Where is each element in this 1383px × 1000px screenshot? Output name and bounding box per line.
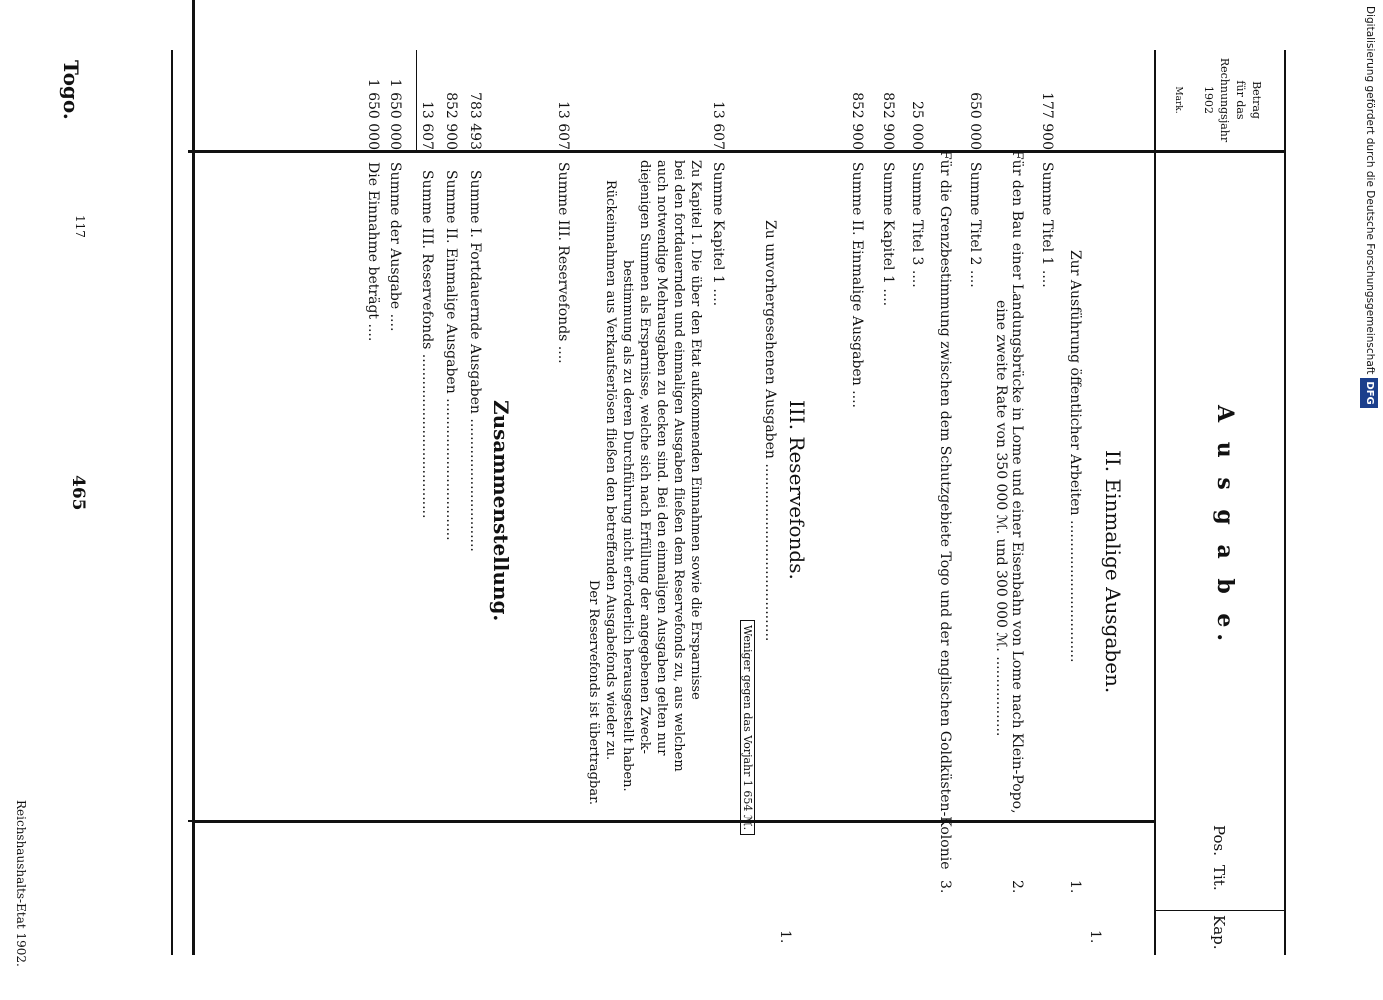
row3-amount: 25 000 [909,101,925,150]
summary-heading: Zusammenstellung. [489,400,513,622]
summary-row-label: Summe III. Reservefonds ..................................... [419,170,435,519]
summary-row-amount: 783 493 [467,92,483,150]
section3-total-label: Summe III. Reservefonds .... [555,162,571,364]
section2-total-label: Summe II. Einmalige Ausgaben .... [849,162,865,408]
header-amount-l1: Betrag [1250,81,1263,119]
row2-text-l1: Für den Bau einer Landungsbrücke in Lome und einer Eisenbahn von Lome nach Klein-Popo, [1009,150,1025,814]
section3-note-line: diejenigen Summen als Ersparnisse, welche sich nach Erfüllung der angegebenen Zweck- [637,160,652,754]
row2-tit: 2. [1009,880,1025,894]
header-bottom-rule [192,0,195,955]
section3-note-line: Zu Kapitel 1. Die über den Etat aufkommenden Einnahmen sowie die Ersparnisse [688,160,703,700]
header-tit: Tit. [1210,865,1228,891]
row3-tit: 3. [937,880,953,894]
dfg-credit [1361,6,1379,405]
header-pos: Pos. [1210,825,1228,856]
footer-page-number: 117 [73,215,87,238]
section2-kap: 1. [1087,930,1103,944]
row2-amount: 650 000 [967,92,983,150]
section3-note-line: auch notwendige Mehrausgaben zu decken sind. Bei den einmaligen Ausgaben gelten nur [654,160,669,756]
section2-total-amount: 852 900 [849,92,865,150]
section3-note-line: Rückeinnahmen aus Verkaufserlösen fließen den betreffenden Ausgabefonds wieder zu. [603,180,618,761]
summary-ausgabe-label: Summe der Ausgabe .... [387,162,403,332]
header-kap: Kap. [1210,915,1228,950]
row1-sum-label: Summe Titel 1 .... [1039,162,1055,288]
section3-note-line: bei den fortdauernden und einmaligen Ausgaben fließen dem Reservefonds zu, aus welchem [671,160,686,772]
summary-row-label: Summe I. Fortdauernde Ausgaben .............................. [467,170,483,552]
section2-kapitel-sum-amount: 852 900 [880,92,896,150]
summary-row-amount: 13 607 [419,101,435,150]
summary-rule [416,50,417,150]
column-rule-amount [193,150,1286,153]
section3-kap: 1. [777,930,793,944]
column-rule-main [195,820,1155,823]
section3-note-line: Der Reservefonds ist übertragbar. [586,580,601,805]
header-title: A u s g a b e. [1212,405,1238,648]
section2-kapitel-sum-label: Summe Kapitel 1 .... [880,162,896,307]
page-number: 465 [68,475,88,511]
summary-row-label: Summe II. Einmalige Ausgaben ................................ [443,170,459,541]
header-rule [1154,50,1156,955]
column-rule-tit [1156,910,1286,911]
bottom-rule [171,50,173,955]
row3-sum-label: Summe Titel 3 .... [909,162,925,288]
header-amount-l4: 1902 [1202,86,1215,114]
section3-heading: III. Reservefonds. [785,400,809,580]
row1-amount: 177 900 [1039,92,1055,150]
section3-total-amount: 13 607 [555,101,571,150]
page-title-togo: Togo. [59,60,83,120]
row3-text: Für die Grenzbestimmung zwischen dem Schutzgebiete Togo und der englischen Goldküsten-Kolonie [937,150,953,870]
left-rule [1284,50,1286,955]
section3-sum-label: Summe Kapitel 1 .... [710,162,726,307]
footer-etat: Reichshaushalts-Etat 1902. [14,800,28,967]
section3-amount: 13 607 [710,101,726,150]
section2-heading: II. Einmalige Ausgaben. [1101,450,1125,694]
header-amount-l2: für das [1234,80,1247,120]
section3-weniger: Weniger gegen das Vorjahr 1 654 ℳ. [740,620,755,835]
dfg-credit-text: Digitalisierung gefördert durch die Deutsche Forschungsgemeinschaft [1364,6,1376,375]
row2-sum-label: Summe Titel 2 .... [967,162,983,288]
row1-tit: 1. [1067,880,1083,894]
summary-row-amount: 852 900 [443,92,459,150]
summary-ausgabe-amount: 1 650 000 [387,78,403,150]
dfg-logo: DFG [1360,378,1378,407]
row1-text: Zur Ausführung öffentlicher Arbeiten ................................ [1067,250,1083,663]
summary-einnahme-label: Die Einnahme beträgt .... [365,162,381,342]
header-amount-unit: Mark. [1173,86,1183,114]
row2-text-l2: eine zweite Rate von 350 000 ℳ. und 300 000 ℳ. .................. [993,300,1009,737]
header-amount-l3: Rechnungsjahr [1218,57,1231,143]
section3-note-line: bestimmung als zu deren Durchführung nicht erforderlich herausgestellt haben. [620,260,635,792]
section3-text: Zu unvorhergesehenen Ausgaben ........................................ [762,220,778,642]
summary-einnahme-amount: 1 650 000 [365,78,381,150]
